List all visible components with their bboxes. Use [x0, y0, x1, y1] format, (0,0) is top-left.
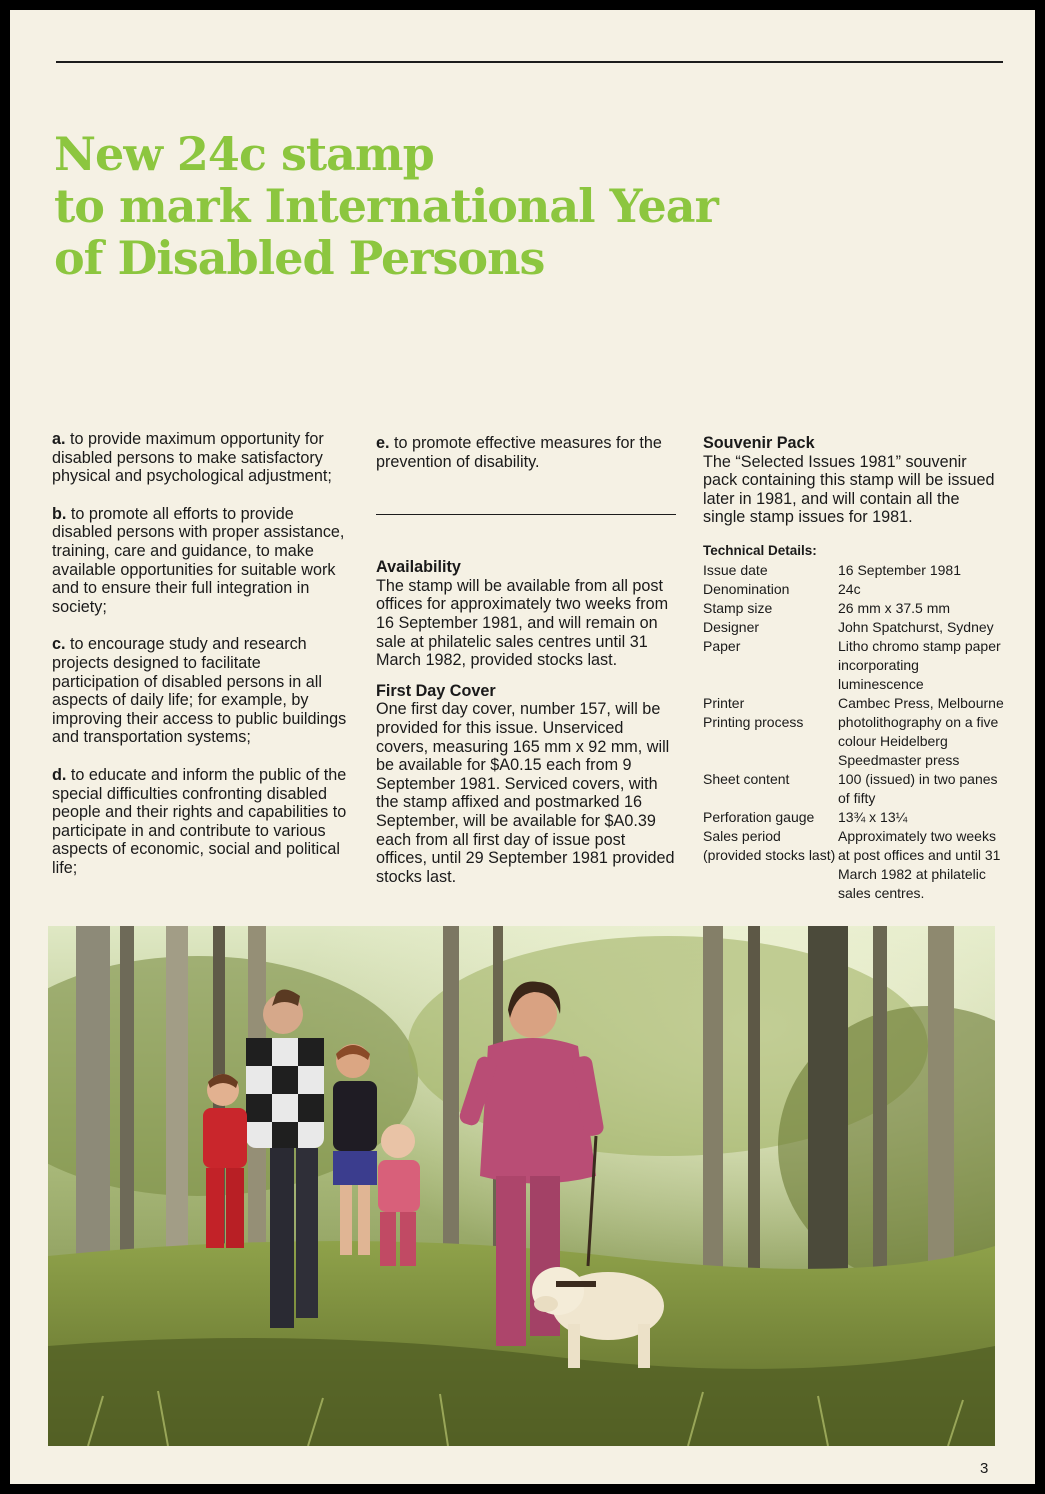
page-number: 3 [980, 1460, 989, 1477]
family-forest-photo [48, 926, 995, 1446]
column-aims [52, 430, 352, 896]
aim-text: to provide maximum opportunity for disabled persons to make satisfactory physical and psychological adjustment; [52, 430, 332, 486]
tech-label: Denomination [703, 580, 790, 597]
tech-row [703, 827, 1003, 903]
availability-heading: Availability [376, 558, 461, 577]
tech-value: Cambec Press, Melbourne [838, 694, 1004, 711]
tech-value: John Spatchurst, Sydney [838, 618, 994, 635]
aim-text: to educate and inform the public of the special difficulties confronting disabled people and their rights and capabilities to participate in and contribute to various aspects of economic, social and political life; [52, 765, 347, 877]
aim-text: to promote effective measures for the prevention of disability. [376, 434, 662, 471]
aim-label: d. [52, 765, 67, 784]
tech-label: Printer [703, 694, 745, 711]
tech-value: 26 mm x 37.5 mm [838, 599, 951, 616]
aim-item [52, 766, 352, 878]
aim-item [376, 434, 676, 471]
tech-value: 13¾ x 13¼ [838, 808, 908, 825]
first-day-cover-text: One first day cover, number 157, will be provided for this issue. Unserviced covers, measuring 165 mm x 92 mm, will be available for $A0.15 each from 9 September 1981. Serviced covers, with the stamp affixed and postmarked 16 September, will be available for $A0.39 each from all first day of issue post offices, until 29 September 1981 provided stocks last. [376, 700, 675, 886]
page-title [54, 128, 954, 284]
aim-text: to encourage study and research projects designed to facilitate participation of disabled persons in all aspects of daily life; for example, by improving their access to public buildings and transportation systems; [52, 635, 347, 747]
tech-label: Issue date [703, 561, 768, 578]
section-divider [376, 514, 676, 515]
tech-value: 24c [838, 580, 861, 597]
title-line: of Disabled Persons [54, 231, 545, 285]
tech-label: Sheet content [703, 770, 790, 787]
aim-label: a. [52, 430, 66, 448]
title-line: to mark International Year [54, 179, 718, 233]
tech-label: Printing process [703, 713, 804, 730]
tech-row [703, 808, 1003, 827]
aim-item [52, 505, 352, 617]
tech-value: photolithography on a five colour Heidelberg Speedmaster press [838, 713, 999, 768]
tech-value: 16 September 1981 [838, 561, 961, 578]
tech-row [703, 713, 1003, 770]
tech-value: Litho chromo stamp paper incorporating luminescence [838, 637, 1001, 692]
aim-item [52, 635, 352, 747]
tech-row [703, 618, 1003, 637]
tech-label: Designer [703, 618, 760, 635]
aim-item [52, 430, 352, 486]
aim-text: to promote all efforts to provide disabled persons with proper assistance, training, care and guidance, to make available opportunities for suitable work and to ensure their full integration in society; [52, 504, 345, 616]
aim-label: e. [376, 434, 390, 452]
technical-details [703, 541, 1003, 903]
souvenir-pack-text: The “Selected Issues 1981” souvenir pack containing this stamp will be issued later in 1981, and will contain all the single stamp issues for 1981. [703, 452, 995, 527]
technical-details-heading: Technical Details: [703, 542, 817, 558]
tech-row [703, 599, 1003, 618]
availability-text: The stamp will be available from all post offices for approximately two weeks from 16 September 1981, and will remain on sale at philatelic sales centres until 31 March 1982, provided stocks last. [376, 576, 669, 670]
tech-row [703, 637, 1003, 694]
title-line: New 24c stamp [54, 127, 434, 181]
tech-row [703, 561, 1003, 580]
tech-label: Perforation gauge [703, 808, 815, 825]
column-souvenir [703, 434, 1003, 903]
tech-row [703, 770, 1003, 808]
photo-illustration [48, 926, 995, 1446]
tech-label: Sales period (provided stocks last) [703, 827, 836, 863]
tech-row [703, 694, 1003, 713]
document-page [10, 10, 1035, 1484]
souvenir-pack-heading: Souvenir Pack [703, 434, 815, 452]
tech-row [703, 580, 1003, 599]
tech-value: 100 (issued) in two panes of fifty [838, 770, 998, 806]
aim-label: c. [52, 635, 66, 654]
tech-value: Approximately two weeks at post offices and until 31 March 1982 at philatelic sales centres. [838, 827, 1001, 901]
tech-label: Paper [703, 637, 741, 654]
first-day-cover-heading: First Day Cover [376, 681, 496, 700]
top-rule [56, 61, 1003, 63]
tech-label: Stamp size [703, 599, 773, 616]
aim-label: b. [52, 504, 67, 523]
column-availability [376, 434, 676, 886]
